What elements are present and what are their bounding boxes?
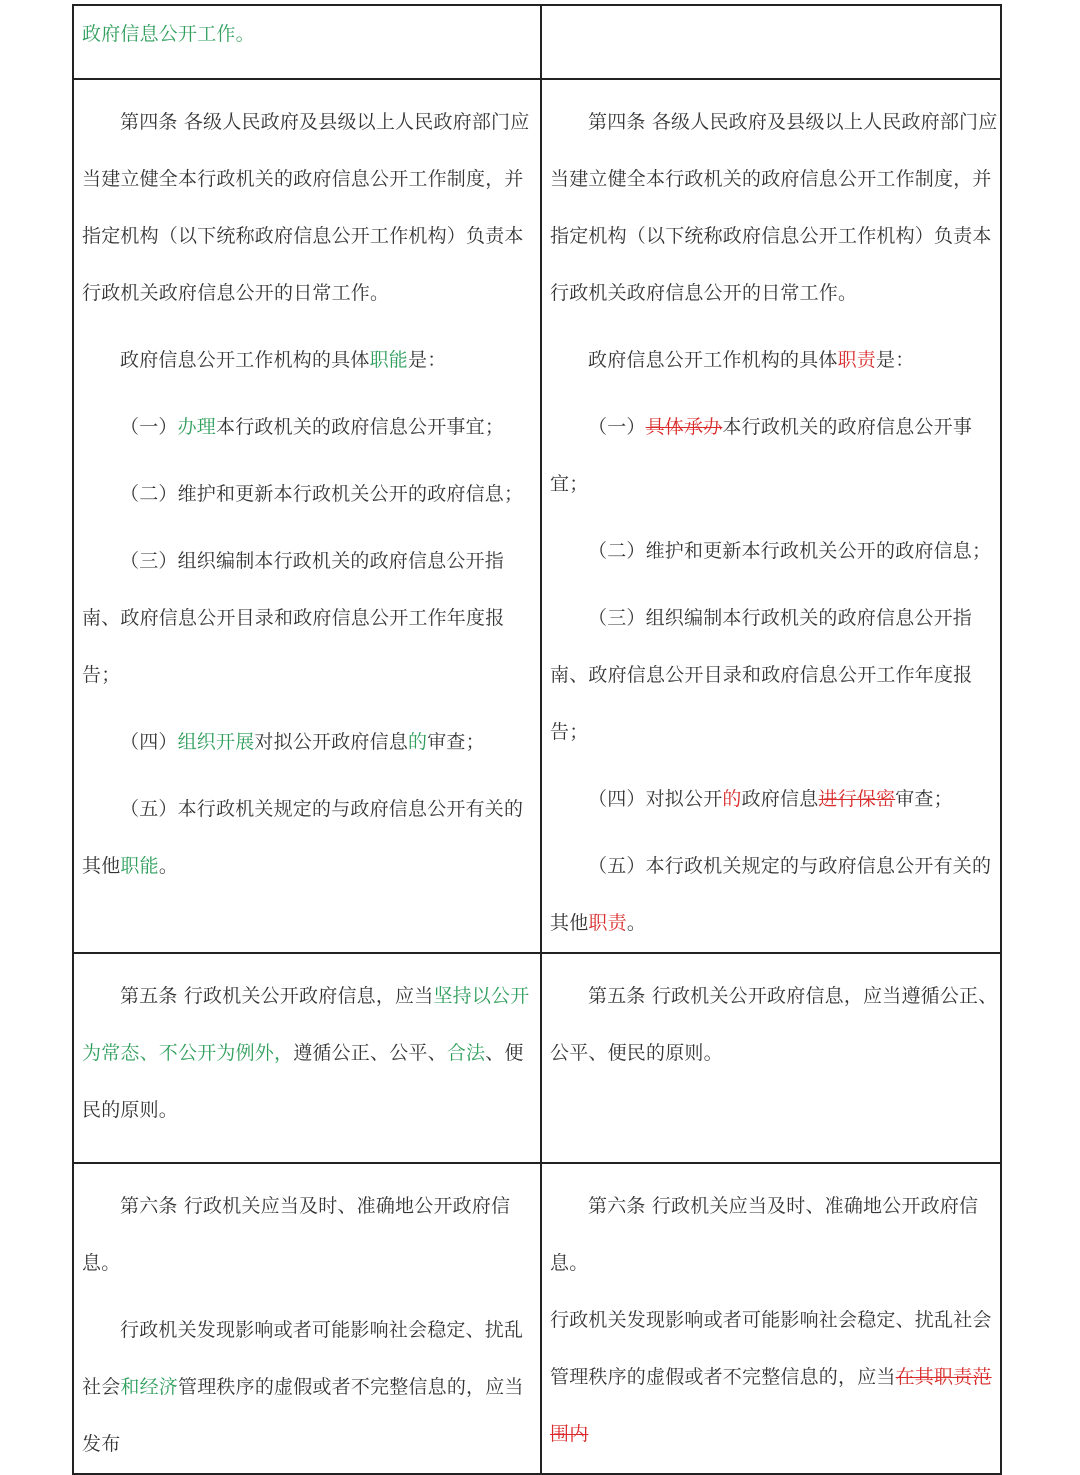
article4-item-2: （二）维护和更新本行政机关公开的政府信息；	[120, 483, 524, 505]
right-cell-article6	[541, 1163, 1001, 1474]
table-row	[73, 1163, 1001, 1474]
article4-item-5: （五）本行政机关规定的与政府信息公开有关的其他职能。	[82, 798, 524, 877]
article4-text: 第四条 各级人民政府及县级以上人民政府部门应当建立健全本行政机关的政府信息公开工作制度，并指定机构（以下统称政府信息公开工作机构）负责本行政机关政府信息公开的日常工作。	[82, 111, 530, 304]
right-cell-article5	[541, 953, 1001, 1163]
comparison-table	[72, 4, 1002, 1475]
article4-item-4: （四）组织开展对拟公开政府信息的审查；	[120, 731, 485, 753]
article6-second-paragraph: 行政机关发现影响或者可能影响社会稳定、扰乱社会和经济管理秩序的虚假或者不完整信息的，应当发布	[82, 1319, 524, 1455]
right-cell-article4	[541, 79, 1001, 953]
left-cell-article5	[73, 953, 541, 1163]
article4-item-3: （三）组织编制本行政机关的政府信息公开指南、政府信息公开目录和政府信息公开工作年度报告；	[550, 607, 973, 743]
article4-text: 第四条 各级人民政府及县级以上人民政府部门应当建立健全本行政机关的政府信息公开工作制度，并指定机构（以下统称政府信息公开工作机构）负责本行政机关政府信息公开的日常工作。	[550, 111, 998, 304]
article4-item-1: （一）具体承办本行政机关的政府信息公开事宜；	[550, 416, 973, 495]
left-cell-row0	[73, 5, 541, 79]
article4-duties-intro: 政府信息公开工作机构的具体职责是：	[588, 349, 915, 371]
article5-text: 第五条 行政机关公开政府信息，应当坚持以公开为常态、不公开为例外，遵循公正、公平、合法、便民的原则。	[82, 985, 530, 1121]
article4-item-3: （三）组织编制本行政机关的政府信息公开指南、政府信息公开目录和政府信息公开工作年度报告；	[82, 550, 505, 686]
article4-item-4: （四）对拟公开的政府信息进行保密审查；	[588, 788, 953, 810]
article4-item-1: （一）办理本行政机关的政府信息公开事宜；	[120, 416, 505, 438]
article4-item-2: （二）维护和更新本行政机关公开的政府信息；	[588, 540, 992, 562]
article4-duties-intro: 政府信息公开工作机构的具体职能是：	[120, 349, 447, 371]
table-row	[73, 953, 1001, 1163]
article6-text: 第六条 行政机关应当及时、准确地公开政府信息。	[82, 1195, 511, 1274]
left-cell-article6	[73, 1163, 541, 1474]
right-cell-row0	[541, 5, 1001, 79]
article5-text: 第五条 行政机关公开政府信息，应当遵循公正、公平、便民的原则。	[550, 985, 998, 1064]
article4-item-5: （五）本行政机关规定的与政府信息公开有关的其他职责。	[550, 855, 992, 934]
table-row	[73, 5, 1001, 79]
article6-second-paragraph: 行政机关发现影响或者可能影响社会稳定、扰乱社会管理秩序的虚假或者不完整信息的，应当在其职责范围内	[550, 1309, 992, 1445]
left-cell-article4	[73, 79, 541, 953]
continued-text: 政府信息公开工作。	[82, 23, 255, 45]
article6-text: 第六条 行政机关应当及时、准确地公开政府信息。	[550, 1195, 979, 1274]
table-row	[73, 79, 1001, 953]
